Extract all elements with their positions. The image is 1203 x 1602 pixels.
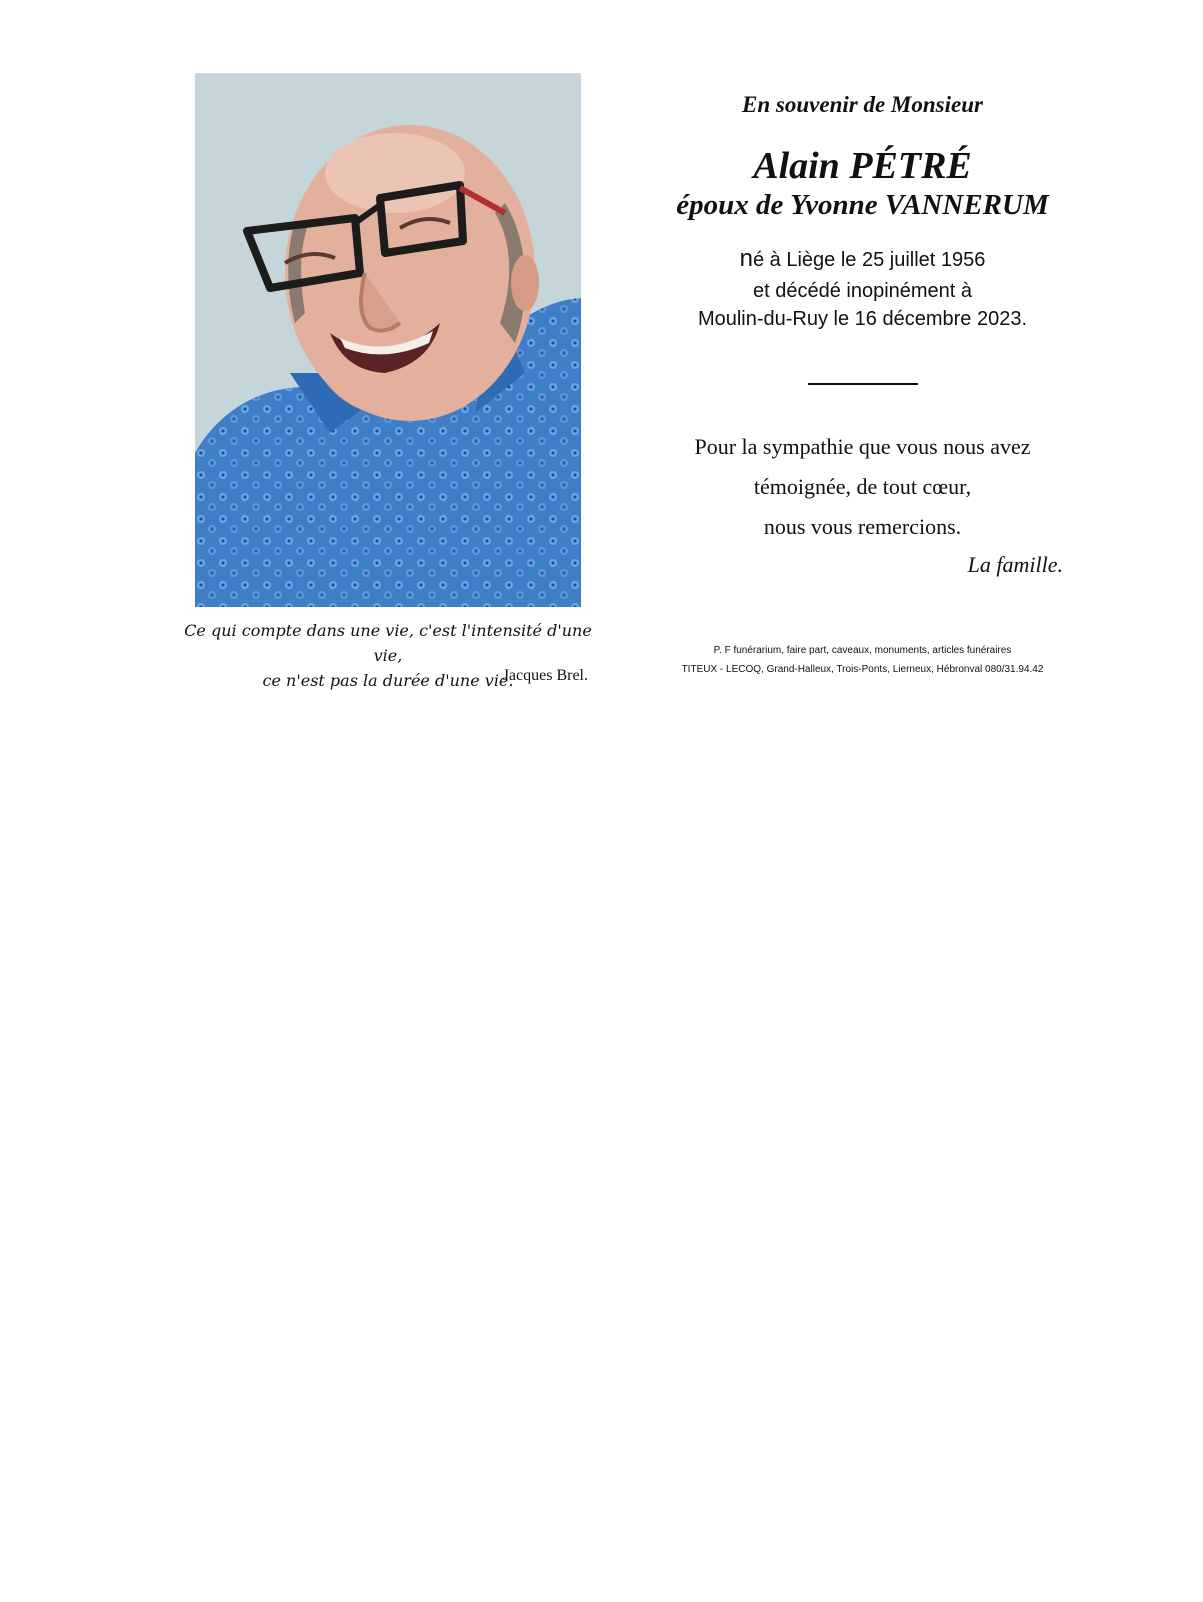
portrait-illustration	[195, 73, 581, 607]
funeral-home-line-1: P. F funérarium, faire part, caveaux, monuments, articles funéraires	[713, 645, 1012, 656]
intro-line: En souvenir de Monsieur	[742, 92, 983, 117]
family-signature: La famille.	[967, 552, 1063, 577]
quote-line-1: Ce qui compte dans une vie, c'est l'intensité d'une vie,	[184, 621, 592, 665]
birth-line-prefix: n	[739, 245, 753, 272]
thanks-line-2: témoignée, de tout cœur,	[753, 474, 972, 499]
spouse-line: époux de Yvonne VANNERUM	[676, 189, 1049, 221]
thanks-line-3: nous vous remercions.	[763, 514, 962, 539]
memorial-text	[640, 90, 1085, 585]
death-line-1: et décédé inopinément à	[752, 280, 973, 302]
death-line-2: Moulin-du-Ruy le 16 décembre 2023.	[697, 308, 1028, 330]
portrait-photo	[195, 73, 581, 607]
funeral-home-line-2: TITEUX - LECOQ, Grand-Halleux, Trois-Ponts, Lierneux, Hébronval 080/31.94.42	[681, 664, 1044, 675]
quote-author: Jacques Brel.	[502, 667, 588, 684]
quote-line-2: ce n'est pas la durée d'une vie.	[262, 671, 514, 690]
birth-line-rest: é à Liège le 25 juillet 1956	[752, 249, 986, 271]
separator-line	[808, 383, 918, 385]
funeral-home-info	[640, 641, 1085, 679]
birth-line	[640, 244, 1085, 275]
thanks-line-1: Pour la sympathie que vous nous avez	[694, 434, 1031, 459]
deceased-name: Alain PÉTRÉ	[753, 145, 972, 187]
thanks-message	[640, 427, 1085, 547]
